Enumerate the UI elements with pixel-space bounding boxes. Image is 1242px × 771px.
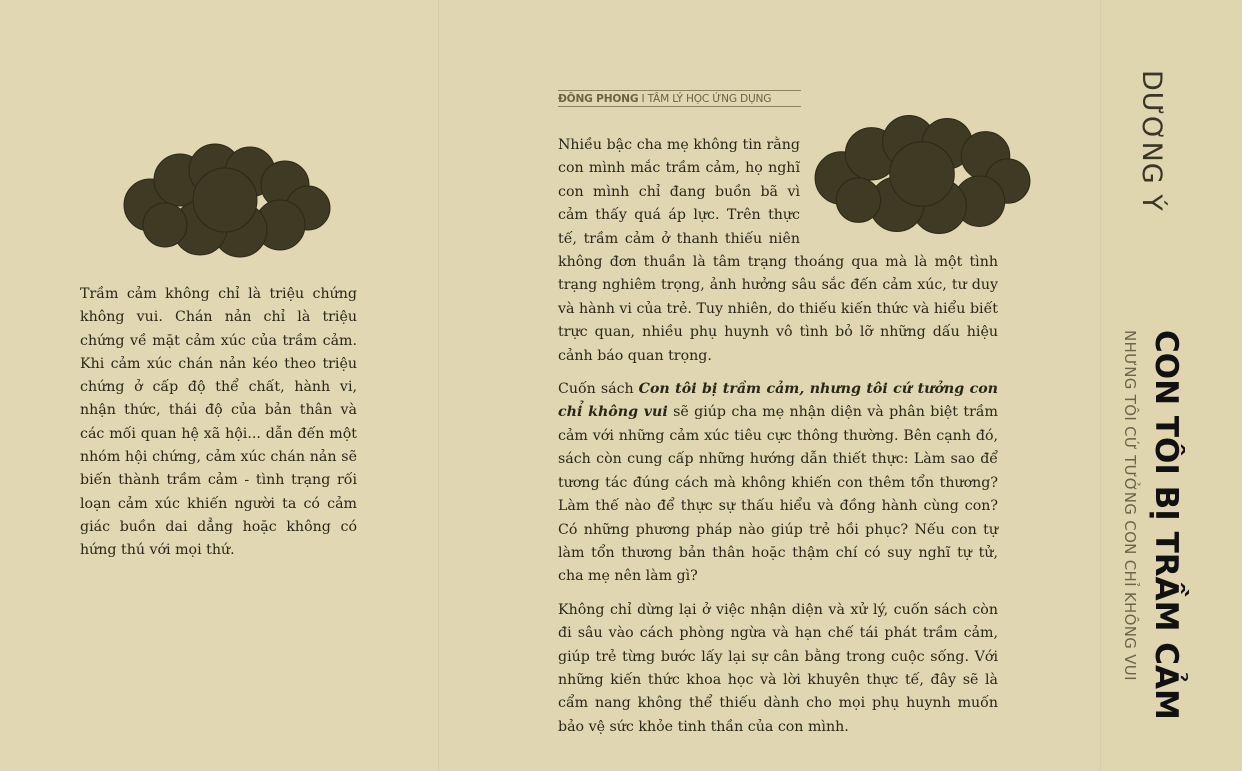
series-name: TÂM LÝ HỌC ỨNG DỤNG xyxy=(647,93,772,105)
paragraph-2 xyxy=(558,378,998,589)
publisher-name: ĐÔNG PHONG xyxy=(558,93,639,105)
series-header xyxy=(558,90,801,107)
cloud-illustration-flap xyxy=(110,140,340,260)
back-cover-description xyxy=(558,134,998,749)
spine-author: DƯƠNG Ý xyxy=(1136,70,1167,212)
paragraph-1: Nhiều bậc cha mẹ không tin rằng con mình mắc trầm cảm, họ nghĩ con mình chỉ đang buồn bã vì cảm thấy quá áp lực. Trên thực tế, trầm cảm ở thanh thiếu niên không đơn thuần là tâm trạng thoáng qua mà là một tình trạng nghiêm trọng, ảnh hưởng sâu sắc đến cảm xúc, tư duy và hành vi của trẻ. Tuy nhiên, do thiếu kiến thức và hiểu biết trực quan, nhiều phụ huynh vô tình bỏ lỡ những dấu hiệu cảnh báo quan trọng. xyxy=(558,137,998,364)
separator: I xyxy=(638,93,648,105)
spine-title: CON TÔI BỊ TRẦM CẢM xyxy=(1148,330,1184,720)
flap-description: Trầm cảm không chỉ là triệu chứng không vui. Chán nản chỉ là triệu chứng về mặt cảm xúc của trầm cảm. Khi cảm xúc chán nản kéo theo triệu chứng ở cấp độ thể chất, hành vi, nhận thức, thái độ của bản thân và các mối quan hệ xã hội... dẫn đến một nhóm hội chứng, cảm xúc chán nản sẽ biến thành trầm cảm - tình trạng rối loạn cảm xúc khiến người ta có cảm giác buồn dai dẳng hoặc không có hứng thú với mọi thứ. xyxy=(80,286,357,559)
paragraph-3: Không chỉ dừng lại ở việc nhận diện và xử lý, cuốn sách còn đi sâu vào cách phòng ngừa và hạn chế tái phát trầm cảm, giúp trẻ từng bước lấy lại sự cân bằng trong cuộc sống. Với những kiến thức khoa học và lời khuyên thực tế, đây sẽ là cẩm nang không thể thiếu dành cho mọi phụ huynh muốn bảo vệ sức khỏe tinh thần của con mình. xyxy=(558,601,998,735)
book-title-inline: Con tôi bị trầm cảm, nhưng tôi cứ tưởng con chỉ không vui xyxy=(558,381,999,421)
p2-lead: Cuốn sách xyxy=(558,381,639,398)
spine-subtitle: NHƯNG TÔI CỨ TƯỞNG CON CHỈ KHÔNG VUI xyxy=(1121,330,1139,681)
p2-rest: sẽ giúp cha mẹ nhận diện và phân biệt trầm cảm với những cảm xúc tiêu cực thông thường. Bên cạnh đó, sách còn cung cấp những hướng dẫn thiết thực: Làm sao để tương tác đúng cách mà không khiến con thêm tổn thương? Làm thế nào để thực sự thấu hiểu và đồng hành cùng con? Có những phương pháp nào giúp trẻ hồi phục? Nếu con tự làm tổn thương bản thân hoặc thậm chí có suy nghĩ tự tử, cha mẹ nên làm gì? xyxy=(558,404,998,585)
